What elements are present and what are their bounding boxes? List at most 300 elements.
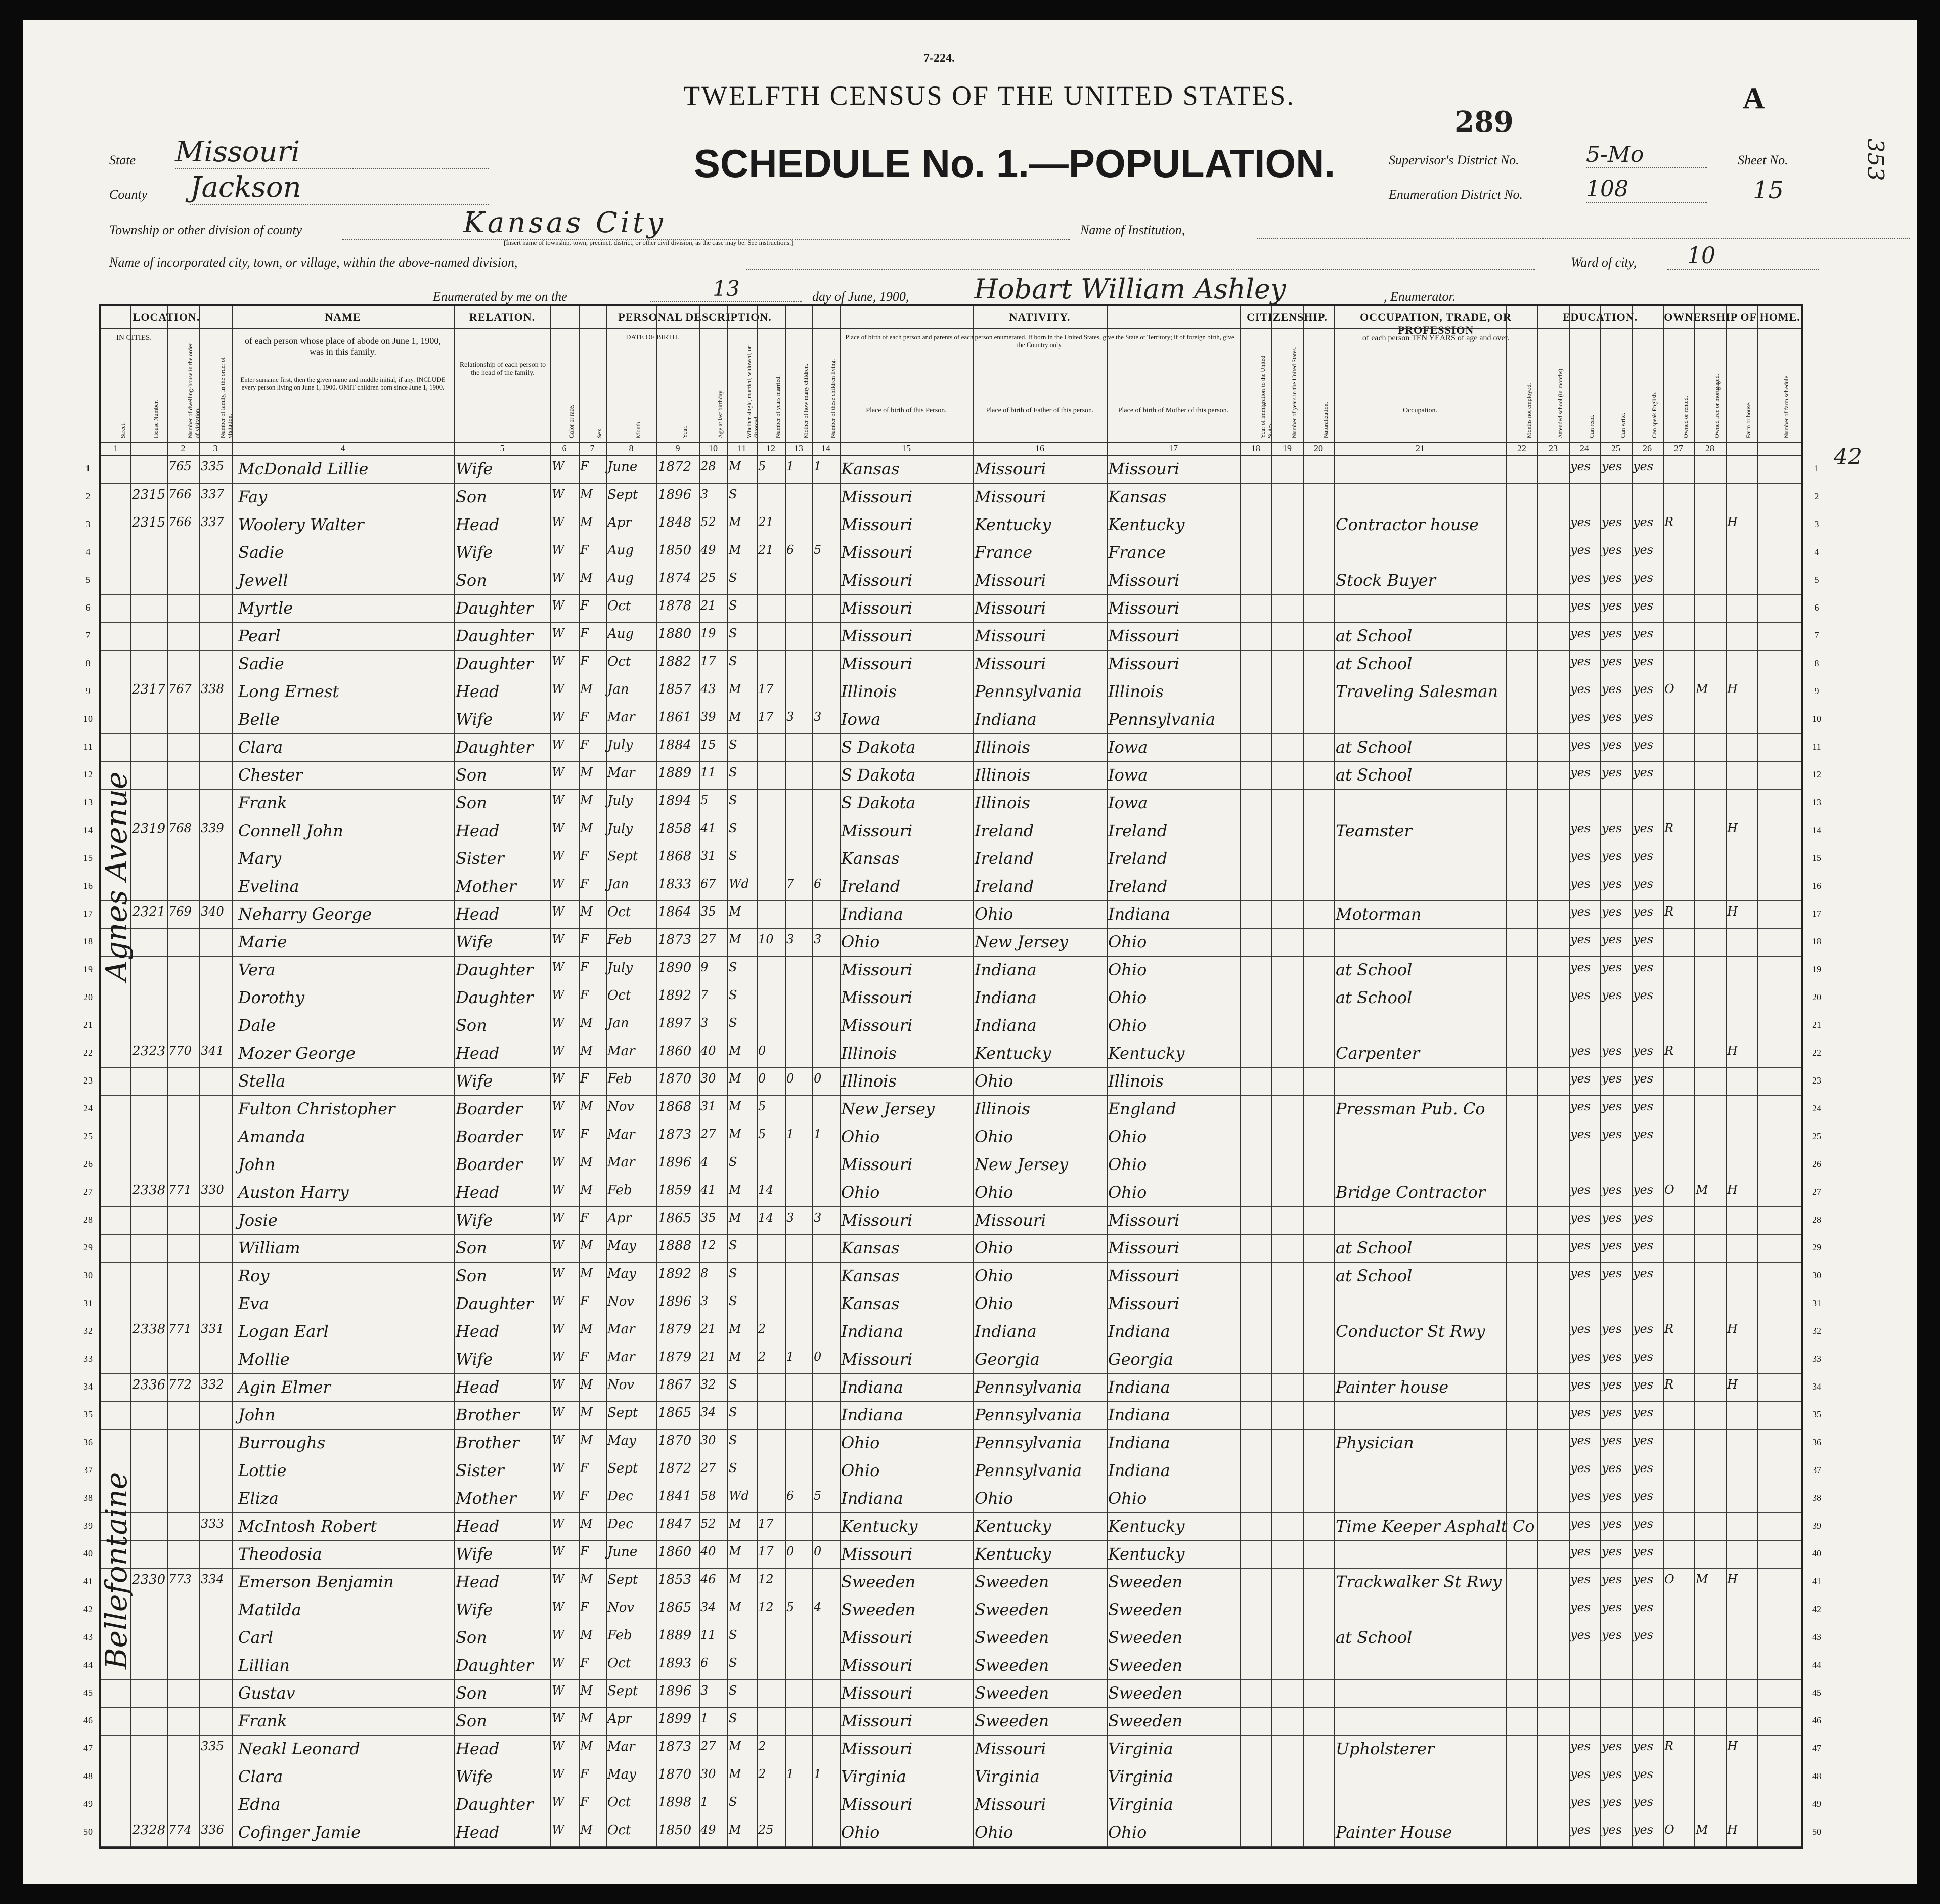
cell-pob: Illinois: [841, 1044, 897, 1063]
column-number: 3: [213, 443, 218, 453]
cell-read: yes: [1570, 1238, 1591, 1252]
cell-year: 1884: [658, 738, 692, 753]
cell-sex: F: [580, 988, 589, 1002]
cell-sex: F: [580, 1795, 589, 1809]
cell-pob: Kansas: [841, 1238, 900, 1258]
cell-month: Feb: [607, 1071, 632, 1087]
enumeration-day: 13: [650, 276, 802, 302]
cell-eng: yes: [1633, 1433, 1654, 1447]
cell-pob: Indiana: [841, 904, 903, 924]
cell-eng: yes: [1633, 1600, 1654, 1614]
column-divider: [550, 306, 551, 1847]
cell-mpob: Kentucky: [1108, 1544, 1185, 1564]
cell-fpob: Ireland: [975, 849, 1034, 868]
cell-month: July: [607, 793, 633, 808]
cell-month: Sept: [607, 849, 638, 864]
cell-mpob: Ohio: [1108, 932, 1147, 951]
table-row: [101, 1512, 1801, 1540]
cell-mpob: Indiana: [1108, 904, 1170, 924]
line-number-right: 8: [1814, 658, 1819, 668]
cell-occ: Contractor house: [1336, 515, 1479, 534]
cell-rel: Son: [456, 1238, 487, 1258]
cell-pob: S Dakota: [841, 738, 916, 757]
cell-ym: 2: [758, 1767, 766, 1781]
cell-dwelling: 771: [168, 1322, 192, 1336]
column-label-race: Color or race.: [568, 404, 575, 438]
cell-race: W: [552, 1656, 564, 1670]
column-number: 1: [113, 443, 118, 453]
cell-age: 30: [700, 1071, 716, 1086]
cell-fpob: Kentucky: [975, 1544, 1051, 1564]
table-row: [101, 1151, 1801, 1179]
cell-ms: M: [729, 1544, 741, 1559]
cell-month: Oct: [607, 1823, 631, 1838]
line-number-left: 47: [83, 1743, 93, 1753]
cell-fpob: Sweeden: [975, 1628, 1049, 1647]
cell-dwelling: 770: [168, 1044, 192, 1058]
cell-rel: Boarder: [456, 1155, 522, 1174]
cell-write: yes: [1602, 1071, 1622, 1086]
cell-name: Carl: [238, 1628, 274, 1647]
line-number-left: 50: [83, 1827, 93, 1837]
cell-write: yes: [1602, 1517, 1622, 1531]
cell-dwelling: 767: [168, 682, 192, 696]
cell-year: 1873: [658, 932, 692, 947]
cell-month: Jan: [607, 877, 629, 892]
cell-month: Jan: [607, 682, 629, 697]
cell-fpob: New Jersey: [975, 1155, 1068, 1174]
cell-race: W: [552, 1683, 564, 1698]
cell-month: Mar: [607, 1350, 635, 1365]
cell-read: yes: [1570, 710, 1591, 724]
cell-ym: 5: [758, 1127, 766, 1141]
cell-write: yes: [1602, 1044, 1622, 1058]
cell-race: W: [552, 1739, 564, 1753]
cell-age: 27: [700, 1127, 716, 1141]
cell-eng: yes: [1633, 1238, 1654, 1252]
cell-own: R: [1664, 821, 1674, 835]
cell-month: July: [607, 738, 633, 753]
cell-mpob: Ohio: [1108, 1183, 1147, 1202]
cell-occ: at School: [1336, 1628, 1413, 1647]
line-number-left: 12: [83, 769, 93, 780]
cell-mpob: Missouri: [1108, 1238, 1180, 1258]
cell-race: W: [552, 487, 564, 501]
cell-name: Roy: [238, 1266, 270, 1285]
cell-write: yes: [1602, 821, 1622, 835]
cell-rel: Sister: [456, 1461, 504, 1480]
cell-eng: yes: [1633, 654, 1654, 668]
column-divider: [1663, 306, 1664, 1847]
cell-occ: Traveling Salesman: [1336, 682, 1498, 701]
enumerator-name: Hobart William Ashley: [974, 273, 1379, 306]
line-number-left: 33: [83, 1354, 93, 1364]
group-header-personal: PERSONAL DESCRIPTION.: [618, 311, 772, 323]
cell-read: yes: [1570, 682, 1591, 696]
cell-eng: yes: [1633, 1461, 1654, 1475]
cell-mpob: Ohio: [1108, 988, 1147, 1007]
cell-race: W: [552, 598, 564, 613]
table-row: [101, 873, 1801, 900]
cell-family: 341: [201, 1044, 224, 1058]
cell-fh: H: [1727, 1183, 1738, 1197]
cell-write: yes: [1602, 1350, 1622, 1364]
cell-year: 1860: [658, 1044, 692, 1059]
column-divider: [1107, 306, 1108, 1847]
cell-rel: Head: [456, 1739, 500, 1758]
cell-ms: S: [729, 1266, 737, 1280]
cell-ms: S: [729, 1238, 737, 1252]
cell-pob: Kansas: [841, 459, 900, 479]
cell-age: 17: [700, 654, 716, 668]
cell-fpob: New Jersey: [975, 932, 1068, 951]
cell-eng: yes: [1633, 626, 1654, 640]
schedule-title: SCHEDULE No. 1.—POPULATION.: [693, 141, 1336, 186]
page-number: 289: [1454, 105, 1514, 139]
column-divider: [785, 306, 786, 1847]
cell-year: 1889: [658, 1628, 692, 1643]
cell-mc: 0: [786, 1544, 795, 1559]
cell-mpob: Indiana: [1108, 1433, 1170, 1452]
cell-rel: Son: [456, 487, 487, 506]
cell-fpob: Kentucky: [975, 515, 1051, 534]
cell-pob: Kansas: [841, 1294, 900, 1313]
cell-age: 31: [700, 849, 716, 863]
cell-rel: Head: [456, 515, 500, 534]
cell-race: W: [552, 654, 564, 668]
cell-pob: Ireland: [841, 877, 901, 896]
line-number-left: 22: [83, 1048, 93, 1058]
cell-mpob: Kentucky: [1108, 1517, 1185, 1536]
column-number: 4: [340, 443, 345, 453]
cell-ms: S: [729, 1656, 737, 1670]
column-number: 27: [1674, 443, 1683, 453]
cell-pob: Missouri: [841, 1210, 913, 1230]
line-number-left: 25: [83, 1131, 93, 1141]
line-number-right: 13: [1812, 797, 1821, 807]
column-label-unemp: Months not employed.: [1525, 383, 1532, 438]
cell-mpob: Iowa: [1108, 793, 1148, 812]
table-row: [101, 567, 1801, 594]
cell-mc: 3: [786, 1210, 795, 1225]
table-row: [101, 1652, 1801, 1679]
cell-fpob: Ohio: [975, 1489, 1013, 1508]
cell-eng: yes: [1633, 1628, 1654, 1642]
cell-mc: 1: [786, 459, 795, 473]
cell-month: Oct: [607, 1656, 631, 1671]
cell-family: 336: [201, 1823, 224, 1837]
cell-write: yes: [1602, 1433, 1622, 1447]
cell-pob: Missouri: [841, 821, 913, 840]
table-row: [101, 1373, 1801, 1401]
ward-label: Ward of city,: [1571, 255, 1637, 270]
cell-occ: at School: [1336, 738, 1413, 757]
cell-eng: yes: [1633, 598, 1654, 613]
cell-ms: M: [729, 543, 741, 557]
cell-ym: 2: [758, 1350, 766, 1364]
line-number-right: 21: [1812, 1020, 1821, 1030]
cell-pob: Ohio: [841, 1433, 880, 1452]
cell-sex: M: [580, 793, 593, 807]
cell-name: Cofinger Jamie: [238, 1823, 361, 1842]
table-row: [101, 1485, 1801, 1512]
cell-ms: S: [729, 1405, 737, 1419]
cell-age: 40: [700, 1044, 716, 1058]
cell-fpob: Illinois: [975, 1099, 1030, 1118]
cell-occ: at School: [1336, 654, 1413, 673]
cell-ms: S: [729, 1377, 737, 1392]
cell-month: May: [607, 1433, 636, 1448]
cell-mpob: Ireland: [1108, 821, 1168, 840]
cell-eng: yes: [1633, 1210, 1654, 1225]
cell-year: 1847: [658, 1517, 692, 1532]
line-number-right: 28: [1812, 1215, 1821, 1225]
cell-occ: Painter House: [1336, 1823, 1452, 1842]
cell-write: yes: [1602, 459, 1622, 473]
cell-fpob: Pennsylvania: [975, 1433, 1082, 1452]
column-divider: [1726, 306, 1727, 1847]
cell-year: 1896: [658, 1294, 692, 1309]
cell-year: 1872: [658, 459, 692, 474]
cell-cl: 3: [814, 932, 822, 946]
table-row: [101, 761, 1801, 789]
cell-mpob: Ohio: [1108, 1127, 1147, 1146]
cell-age: 12: [700, 1238, 716, 1252]
cell-dwelling: 774: [168, 1823, 192, 1837]
cell-age: 30: [700, 1767, 716, 1781]
cell-ms: S: [729, 821, 737, 835]
cell-mpob: Sweeden: [1108, 1572, 1183, 1591]
cell-eng: yes: [1633, 1489, 1654, 1503]
cell-ms: S: [729, 1155, 737, 1169]
cell-occ: Conductor St Rwy: [1336, 1322, 1485, 1341]
cell-race: W: [552, 765, 564, 780]
cell-eng: yes: [1633, 960, 1654, 974]
line-number-left: 26: [83, 1159, 93, 1169]
cell-sex: F: [580, 598, 589, 613]
cell-sex: M: [580, 821, 593, 835]
cell-month: Mar: [607, 1739, 635, 1754]
table-row: [101, 622, 1801, 650]
line-number-right: 33: [1812, 1354, 1821, 1364]
column-label-mpob: Place of birth of Mother of this person.: [1118, 407, 1229, 414]
cell-family: 339: [201, 821, 224, 835]
cell-pob: S Dakota: [841, 765, 916, 785]
table-row: [101, 1819, 1801, 1846]
cell-fpob: Sweeden: [975, 1656, 1049, 1675]
cell-fpob: Ireland: [975, 821, 1034, 840]
cell-name: Belle: [238, 710, 280, 729]
line-number-left: 44: [83, 1660, 93, 1670]
cell-ym: 0: [758, 1044, 766, 1058]
cell-age: 46: [700, 1572, 716, 1586]
cell-pob: Sweeden: [841, 1600, 916, 1619]
cell-month: Mar: [607, 1322, 635, 1337]
cell-read: yes: [1570, 988, 1591, 1002]
cell-year: 1850: [658, 543, 692, 558]
street-note-bellefontaine: Bellefontaine: [99, 1472, 134, 1669]
cell-pob: Ohio: [841, 1183, 880, 1202]
margin-mark-right: 42: [1834, 444, 1862, 470]
cell-ms: M: [729, 1739, 741, 1753]
cell-mpob: Indiana: [1108, 1377, 1170, 1397]
line-number-left: 41: [83, 1576, 93, 1586]
cell-family: 330: [201, 1183, 224, 1197]
cell-rel: Wife: [456, 932, 493, 951]
cell-pob: Missouri: [841, 571, 913, 590]
cell-name: Neakl Leonard: [238, 1739, 360, 1758]
cell-rel: Head: [456, 1322, 500, 1341]
cell-house: 2317: [132, 682, 166, 697]
cell-name: Myrtle: [238, 598, 293, 618]
cell-name: Clara: [238, 738, 283, 757]
cell-rel: Daughter: [456, 1656, 534, 1675]
cell-ms: M: [729, 682, 741, 696]
cell-race: W: [552, 1405, 564, 1419]
line-number-right: 32: [1812, 1326, 1821, 1336]
cell-race: W: [552, 1544, 564, 1559]
cell-read: yes: [1570, 821, 1591, 835]
cell-ym: 17: [758, 1544, 774, 1559]
cell-pob: Missouri: [841, 988, 913, 1007]
cell-rel: Head: [456, 682, 500, 701]
column-divider: [727, 306, 728, 1847]
cell-fpob: Kentucky: [975, 1044, 1051, 1063]
table-row: [101, 1568, 1801, 1596]
cell-rel: Brother: [456, 1433, 519, 1452]
column-label-ym: Number of years married.: [774, 375, 781, 438]
table-row: [101, 1596, 1801, 1624]
cell-read: yes: [1570, 1544, 1591, 1559]
cell-age: 11: [700, 765, 716, 780]
cell-mc: 3: [786, 932, 795, 946]
cell-eng: yes: [1633, 1350, 1654, 1364]
column-label-month: Month.: [635, 420, 642, 438]
cell-name: Jewell: [238, 571, 288, 590]
cell-pob: Ohio: [841, 1823, 880, 1842]
cell-ms: M: [729, 1183, 741, 1197]
cell-race: W: [552, 738, 564, 752]
cell-age: 6: [700, 1656, 709, 1670]
table-row: [101, 845, 1801, 873]
cell-sex: M: [580, 1711, 593, 1725]
column-label-mc: Mother of how many children.: [802, 364, 809, 438]
cell-house: 2338: [132, 1322, 166, 1337]
cell-read: yes: [1570, 1071, 1591, 1086]
cell-year: 1898: [658, 1795, 692, 1810]
line-number-left: 43: [83, 1632, 93, 1642]
cell-write: yes: [1602, 932, 1622, 946]
line-number-left: 1: [85, 463, 91, 473]
cell-age: 3: [700, 1683, 709, 1698]
cell-fh: H: [1727, 821, 1738, 835]
table-row: [101, 1012, 1801, 1040]
cell-sex: M: [580, 765, 593, 780]
cell-eng: yes: [1633, 571, 1654, 585]
cell-month: May: [607, 1238, 636, 1253]
cell-fh: H: [1727, 1739, 1738, 1753]
cell-name: Woolery Walter: [238, 515, 364, 534]
cell-fpob: Sweeden: [975, 1683, 1049, 1703]
line-number-right: 9: [1814, 686, 1819, 696]
cell-ym: 10: [758, 932, 774, 946]
column-divider: [579, 306, 580, 1847]
cell-age: 49: [700, 543, 716, 557]
table-row: [101, 1457, 1801, 1485]
cell-year: 1841: [658, 1489, 692, 1504]
cell-fpob: France: [975, 543, 1033, 562]
column-label-house: House Number.: [152, 400, 159, 438]
cell-ms: S: [729, 1016, 737, 1030]
cell-name: Chester: [238, 765, 303, 785]
column-label-school: Attended school (in months).: [1557, 367, 1564, 438]
city-label: Name of incorporated city, town, or village, within the above-named division,: [109, 255, 518, 270]
cell-eng: yes: [1633, 1071, 1654, 1086]
cell-own: R: [1664, 1322, 1674, 1336]
cell-rel: Son: [456, 765, 487, 785]
table-row: [101, 789, 1801, 817]
cell-cl: 1: [814, 1767, 822, 1781]
cell-ms: S: [729, 626, 737, 640]
cell-race: W: [552, 710, 564, 724]
line-number-right: 26: [1812, 1159, 1821, 1169]
cell-rel: Wife: [456, 1350, 493, 1369]
table-row: [101, 928, 1801, 956]
cell-mpob: Missouri: [1108, 1210, 1180, 1230]
cell-race: W: [552, 1016, 564, 1030]
cell-name: Connell John: [238, 821, 343, 840]
cell-sex: M: [580, 904, 593, 919]
cell-age: 21: [700, 1322, 716, 1336]
cell-ym: 17: [758, 710, 774, 724]
cell-race: W: [552, 1127, 564, 1141]
line-number-left: 17: [83, 908, 93, 919]
cell-mpob: Sweeden: [1108, 1628, 1183, 1647]
column-divider: [1271, 306, 1272, 1847]
cell-mpob: Illinois: [1108, 1071, 1164, 1091]
cell-month: Aug: [607, 571, 634, 586]
column-number: 22: [1517, 443, 1526, 453]
cell-age: 58: [700, 1489, 716, 1503]
cell-eng: yes: [1633, 1127, 1654, 1141]
cell-year: 1853: [658, 1572, 692, 1587]
cell-house: 2315: [132, 487, 166, 502]
cell-eng: yes: [1633, 1823, 1654, 1837]
cell-eng: yes: [1633, 821, 1654, 835]
cell-ym: 0: [758, 1071, 766, 1086]
cell-pob: Virginia: [841, 1767, 906, 1786]
cell-year: 1872: [658, 1461, 692, 1476]
cell-year: 1864: [658, 904, 692, 920]
cell-write: yes: [1602, 904, 1622, 919]
cell-own: R: [1664, 1044, 1674, 1058]
line-number-left: 36: [83, 1437, 93, 1447]
name-description: of each person whose place of abode on June 1, 1900, was in this family.: [245, 336, 441, 357]
cell-cl: 5: [814, 1489, 822, 1503]
cell-write: yes: [1602, 1628, 1622, 1642]
column-number: 12: [766, 443, 775, 453]
cell-rel: Daughter: [456, 738, 534, 757]
cell-fpob: Sweeden: [975, 1711, 1049, 1730]
cell-race: W: [552, 626, 564, 640]
cell-write: yes: [1602, 1322, 1622, 1336]
cell-rel: Daughter: [456, 988, 534, 1007]
cell-ms: S: [729, 1433, 737, 1447]
cell-fh: H: [1727, 682, 1738, 696]
cell-write: yes: [1602, 598, 1622, 613]
cell-dwelling: 768: [168, 821, 192, 835]
cell-race: W: [552, 1572, 564, 1586]
